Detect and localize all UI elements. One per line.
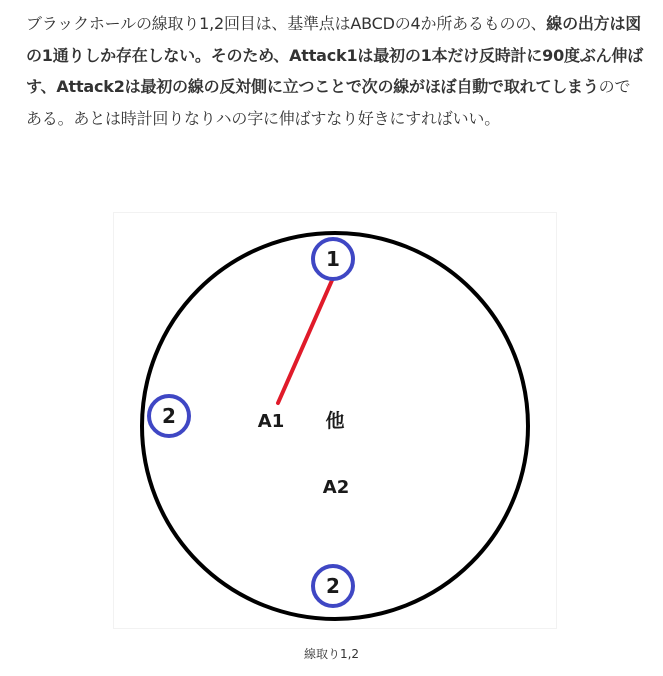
red-line xyxy=(278,278,333,403)
marker-left-label: 2 xyxy=(162,404,176,428)
paragraph-text-2: のである。あとは時計回りなりハの字に伸ばすなり好きにすればいい。 xyxy=(26,77,631,128)
label-other: 他 xyxy=(325,410,345,432)
figure-caption: 線取り1,2 xyxy=(303,647,360,661)
marker-left xyxy=(149,396,189,436)
label-a1: A1 xyxy=(257,411,285,432)
marker-bottom-label: 2 xyxy=(326,574,340,598)
marker-top-label: 1 xyxy=(326,247,340,271)
marker-bottom xyxy=(313,566,353,606)
paragraph-text-1: ブラックホールの線取り1,2回目は、基準点はABCDの4か所あるものの、 xyxy=(26,14,547,33)
label-a2: A2 xyxy=(322,477,350,498)
figure-image xyxy=(113,212,557,629)
paragraph-bold-text: 線の出方は図の1通りしか存在しない。そのため、Attack1は最初の1本だけ反時計に90度ぶん伸ばす、Attack2は最初の線の反対側に立つことで次の線がほぼ自動で取れてしまう xyxy=(26,14,644,96)
figure-diagram xyxy=(114,213,556,628)
marker-top xyxy=(313,239,353,279)
article-paragraph xyxy=(26,8,646,134)
